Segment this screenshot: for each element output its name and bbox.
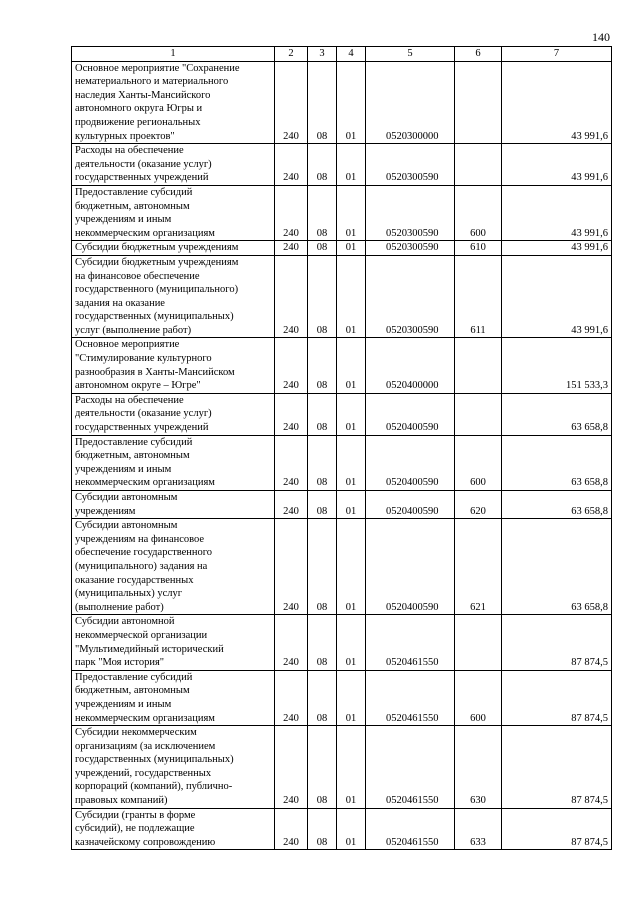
target-article-cell: 0520400590 — [366, 491, 455, 519]
item-name: Субсидии автономной некоммерческой организации "Мультимедийный исторический парк "Моя история" — [75, 616, 224, 669]
code-cell: 240 — [275, 435, 308, 490]
item-name: Предоставление субсидий бюджетным, автономным учреждениям и иным некоммерческим организациям — [75, 436, 215, 489]
item-name: Предоставление субсидий бюджетным, автономным учреждениям и иным некоммерческим организациям — [75, 186, 215, 239]
budget-table — [71, 46, 612, 850]
column-header: 4 — [337, 47, 366, 62]
code-cell: 240 — [275, 726, 308, 809]
section-cell: 08 — [308, 255, 337, 338]
target-article-cell: 0520461550 — [366, 615, 455, 670]
target-article-cell: 0520300000 — [366, 61, 455, 144]
item-name-cell — [72, 808, 275, 850]
subsection-cell: 01 — [337, 519, 366, 615]
expense-type-cell — [455, 61, 502, 144]
item-name: Субсидии некоммерческим организациям (за исключением государственных (муниципальных) учреждений, государственных корпораций (компаний), публично- правовых компаний) — [75, 727, 234, 807]
amount-cell: 63 658,8 — [502, 393, 612, 435]
item-name-cell — [72, 255, 275, 338]
code-cell: 240 — [275, 670, 308, 725]
table-row — [72, 61, 612, 144]
table-row — [72, 255, 612, 338]
target-article-cell: 0520300590 — [366, 144, 455, 186]
column-header: 1 — [72, 47, 275, 62]
amount-cell: 151 533,3 — [502, 338, 612, 393]
section-cell: 08 — [308, 519, 337, 615]
item-name-cell — [72, 241, 275, 256]
target-article-cell: 0520461550 — [366, 808, 455, 850]
section-cell: 08 — [308, 435, 337, 490]
table-row — [72, 808, 612, 850]
item-name: Субсидии автономным учреждениям — [75, 492, 178, 517]
amount-cell: 43 991,6 — [502, 61, 612, 144]
target-article-cell: 0520400590 — [366, 435, 455, 490]
subsection-cell: 01 — [337, 185, 366, 240]
item-name: Субсидии (гранты в форме субсидий), не подлежащие казначейскому сопровождению — [75, 809, 216, 848]
amount-cell: 43 991,6 — [502, 255, 612, 338]
expense-type-cell: 620 — [455, 491, 502, 519]
subsection-cell: 01 — [337, 808, 366, 850]
amount-cell: 87 874,5 — [502, 726, 612, 809]
table-row — [72, 726, 612, 809]
code-cell: 240 — [275, 519, 308, 615]
subsection-cell: 01 — [337, 435, 366, 490]
table-header-row — [72, 47, 612, 62]
subsection-cell: 01 — [337, 393, 366, 435]
code-cell: 240 — [275, 61, 308, 144]
table-row — [72, 519, 612, 615]
amount-cell: 43 991,6 — [502, 144, 612, 186]
section-cell: 08 — [308, 670, 337, 725]
section-cell: 08 — [308, 338, 337, 393]
section-cell: 08 — [308, 241, 337, 256]
code-cell: 240 — [275, 615, 308, 670]
item-name: Основное мероприятие "Сохранение нематериального и материального наследия Ханты-Мансийского автономного округа Югры и продвижение региональных культурных проектов" — [75, 62, 240, 142]
target-article-cell: 0520300590 — [366, 185, 455, 240]
item-name-cell — [72, 615, 275, 670]
subsection-cell: 01 — [337, 615, 366, 670]
target-article-cell: 0520461550 — [366, 726, 455, 809]
table-row — [72, 615, 612, 670]
subsection-cell: 01 — [337, 670, 366, 725]
expense-type-cell: 630 — [455, 726, 502, 809]
section-cell: 08 — [308, 726, 337, 809]
subsection-cell: 01 — [337, 61, 366, 144]
target-article-cell: 0520300590 — [366, 255, 455, 338]
item-name: Расходы на обеспечение деятельности (оказание услуг) государственных учреждений — [75, 145, 212, 184]
table-row — [72, 241, 612, 256]
amount-cell: 43 991,6 — [502, 241, 612, 256]
code-cell: 240 — [275, 241, 308, 256]
code-cell: 240 — [275, 491, 308, 519]
item-name-cell — [72, 185, 275, 240]
target-article-cell: 0520400590 — [366, 393, 455, 435]
item-name-cell — [72, 491, 275, 519]
expense-type-cell: 621 — [455, 519, 502, 615]
amount-cell: 43 991,6 — [502, 185, 612, 240]
expense-type-cell: 600 — [455, 670, 502, 725]
budget-table-body — [72, 47, 612, 850]
item-name-cell — [72, 435, 275, 490]
subsection-cell: 01 — [337, 255, 366, 338]
section-cell: 08 — [308, 61, 337, 144]
code-cell: 240 — [275, 144, 308, 186]
item-name: Расходы на обеспечение деятельности (оказание услуг) государственных учреждений — [75, 394, 212, 434]
expense-type-cell — [455, 338, 502, 393]
expense-type-cell — [455, 144, 502, 186]
code-cell: 240 — [275, 808, 308, 850]
column-header: 5 — [366, 47, 455, 62]
expense-type-cell: 600 — [455, 185, 502, 240]
amount-cell: 87 874,5 — [502, 808, 612, 850]
item-name-cell — [72, 393, 275, 435]
amount-cell: 63 658,8 — [502, 491, 612, 519]
table-row — [72, 435, 612, 490]
expense-type-cell: 611 — [455, 255, 502, 338]
item-name: Субсидии бюджетным учреждениям на финансовое обеспечение государственного (муниципального) задания на оказание государственных (муниципальных) услуг (выполнение работ) — [75, 256, 239, 336]
section-cell: 08 — [308, 144, 337, 186]
item-name-cell — [72, 670, 275, 725]
column-header: 3 — [308, 47, 337, 62]
expense-type-cell — [455, 615, 502, 670]
item-name: Предоставление субсидий бюджетным, автономным учреждениям и иным некоммерческим организациям — [75, 671, 215, 724]
amount-cell: 87 874,5 — [502, 615, 612, 670]
expense-type-cell: 600 — [455, 435, 502, 490]
item-name-cell — [72, 726, 275, 809]
item-name: Субсидии бюджетным учреждениям — [75, 242, 239, 254]
item-name-cell — [72, 61, 275, 144]
target-article-cell: 0520400000 — [366, 338, 455, 393]
item-name: Субсидии автономным учреждениям на финансовое обеспечение государственного (муниципального) задания на оказание государственных (муниципальных) услуг (выполнение работ) — [75, 520, 213, 613]
subsection-cell: 01 — [337, 338, 366, 393]
table-row — [72, 338, 612, 393]
code-cell: 240 — [275, 393, 308, 435]
target-article-cell: 0520400590 — [366, 519, 455, 615]
expense-type-cell: 633 — [455, 808, 502, 850]
page-number: 140 — [592, 30, 610, 44]
column-header: 2 — [275, 47, 308, 62]
item-name-cell — [72, 338, 275, 393]
subsection-cell: 01 — [337, 726, 366, 809]
table-row — [72, 393, 612, 435]
subsection-cell: 01 — [337, 144, 366, 186]
table-row — [72, 670, 612, 725]
target-article-cell: 0520461550 — [366, 670, 455, 725]
section-cell: 08 — [308, 615, 337, 670]
column-header: 6 — [455, 47, 502, 62]
section-cell: 08 — [308, 393, 337, 435]
code-cell: 240 — [275, 338, 308, 393]
target-article-cell: 0520300590 — [366, 241, 455, 256]
amount-cell: 63 658,8 — [502, 519, 612, 615]
code-cell: 240 — [275, 185, 308, 240]
table-row — [72, 144, 612, 186]
item-name-cell — [72, 144, 275, 186]
section-cell: 08 — [308, 491, 337, 519]
subsection-cell: 01 — [337, 491, 366, 519]
column-header: 7 — [502, 47, 612, 62]
code-cell: 240 — [275, 255, 308, 338]
item-name-cell — [72, 519, 275, 615]
item-name: Основное мероприятие "Стимулирование культурного разнообразия в Ханты-Мансийском автономном округе – Югре" — [75, 339, 235, 392]
table-row — [72, 185, 612, 240]
amount-cell: 87 874,5 — [502, 670, 612, 725]
section-cell: 08 — [308, 808, 337, 850]
expense-type-cell: 610 — [455, 241, 502, 256]
table-row — [72, 491, 612, 519]
subsection-cell: 01 — [337, 241, 366, 256]
amount-cell: 63 658,8 — [502, 435, 612, 490]
section-cell: 08 — [308, 185, 337, 240]
expense-type-cell — [455, 393, 502, 435]
